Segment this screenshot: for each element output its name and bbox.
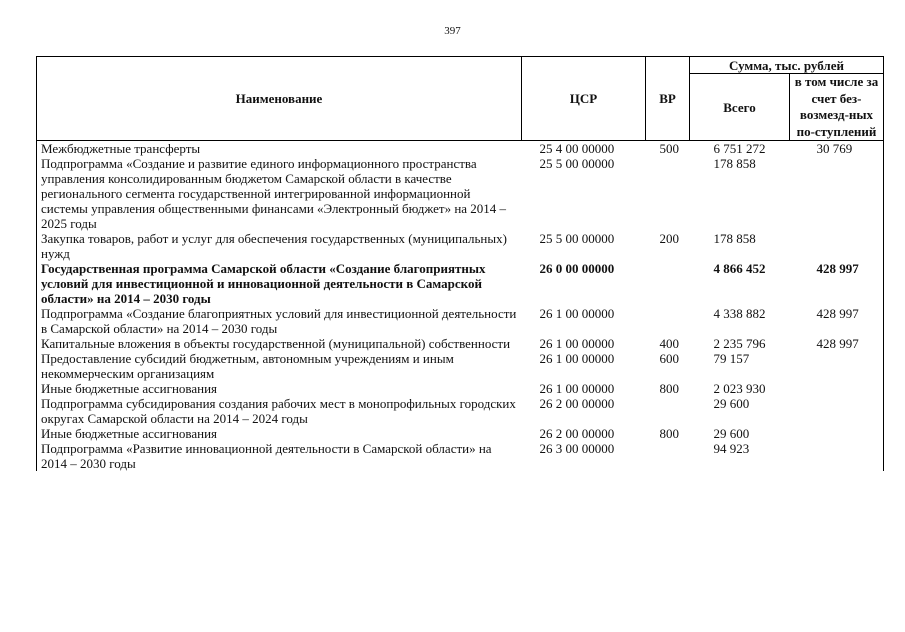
table-row xyxy=(37,381,884,396)
row-csr-cell: 25 4 00 00000 xyxy=(539,141,615,156)
row-vr-cell: 400 xyxy=(659,336,679,351)
row-vr-cell: 800 xyxy=(659,381,679,396)
row-grant-cell: 428 997 xyxy=(816,336,859,351)
row-name-cell: Межбюджетные трансферты xyxy=(41,141,201,156)
row-name-cell: Иные бюджетные ассигнования xyxy=(41,381,218,396)
row-total-cell: 29 600 xyxy=(713,396,750,411)
row-csr-cell: 26 3 00 00000 xyxy=(539,441,615,456)
row-grant-cell xyxy=(790,351,884,381)
table-row xyxy=(37,156,884,231)
budget-table-container xyxy=(36,56,884,471)
row-csr-cell: 26 1 00 00000 xyxy=(539,336,615,351)
row-vr-cell xyxy=(646,396,690,426)
row-vr-cell: 500 xyxy=(659,141,679,156)
table-row xyxy=(37,231,884,261)
row-csr-cell: 25 5 00 00000 xyxy=(539,156,615,171)
row-name-cell: Подпрограмма «Создание и развитие единого информационного пространства управления консолидированным бюджетом Самарской области в качестве регионального сегмента государственной интегрированной информационной системы управления общественными финансами «Электронный бюджет» на 2014 – 2025 годы xyxy=(41,156,507,231)
table-row xyxy=(37,426,884,441)
row-csr-cell: 26 1 00 00000 xyxy=(539,306,615,321)
table-row xyxy=(37,261,884,306)
header-total: Всего xyxy=(690,74,790,141)
header-vr: ВР xyxy=(646,57,690,141)
table-row xyxy=(37,396,884,426)
row-csr-cell: 26 1 00 00000 xyxy=(539,381,615,396)
table-body xyxy=(37,141,884,472)
header-sum-group: Сумма, тыс. рублей xyxy=(690,57,884,74)
row-csr-cell: 26 1 00 00000 xyxy=(539,351,615,366)
row-csr-cell: 26 2 00 00000 xyxy=(539,396,615,411)
row-grant-cell: 428 997 xyxy=(816,261,859,276)
row-grant-cell xyxy=(790,156,884,231)
row-csr-cell: 26 0 00 00000 xyxy=(539,261,615,276)
row-vr-cell: 800 xyxy=(659,426,679,441)
row-grant-cell xyxy=(790,231,884,261)
row-name-cell: Подпрограмма «Развитие инновационной деятельности в Самарской области» на 2014 – 2030 годы xyxy=(41,441,492,471)
table-row xyxy=(37,336,884,351)
row-total-cell: 4 866 452 xyxy=(713,261,766,276)
row-total-cell: 2 023 930 xyxy=(713,381,766,396)
row-vr-cell xyxy=(646,261,690,306)
table-row xyxy=(37,141,884,157)
row-vr-cell xyxy=(646,156,690,231)
header-name: Наименование xyxy=(37,57,522,141)
header-csr: ЦСР xyxy=(522,57,646,141)
row-name-cell: Предоставление субсидий бюджетным, автономным учреждениям и иным некоммерческим организациям xyxy=(41,351,454,381)
row-name-cell: Подпрограмма «Создание благоприятных условий для инвестиционной деятельности в Самарской области» на 2014 – 2030 годы xyxy=(41,306,517,336)
budget-table xyxy=(36,56,884,471)
row-grant-cell: 428 997 xyxy=(816,306,859,321)
row-csr-cell: 26 2 00 00000 xyxy=(539,426,615,441)
row-total-cell: 2 235 796 xyxy=(713,336,766,351)
row-grant-cell: 30 769 xyxy=(816,141,853,156)
row-total-cell: 6 751 272 xyxy=(713,141,766,156)
row-name-cell: Подпрограмма субсидирования создания рабочих мест в монопрофильных городских округах Самарской области на 2014 – 2024 годы xyxy=(41,396,516,426)
row-total-cell: 178 858 xyxy=(713,156,756,171)
row-grant-cell xyxy=(790,426,884,441)
row-total-cell: 178 858 xyxy=(713,231,756,246)
header-grant: в том числе за счет без-возмезд-ных по-ступлений xyxy=(790,74,884,141)
row-grant-cell xyxy=(790,381,884,396)
row-name-cell: Закупка товаров, работ и услуг для обеспечения государственных (муниципальных) нужд xyxy=(41,231,507,261)
row-total-cell: 79 157 xyxy=(713,351,750,366)
row-total-cell: 4 338 882 xyxy=(713,306,766,321)
row-name-cell: Иные бюджетные ассигнования xyxy=(41,426,218,441)
table-row xyxy=(37,351,884,381)
row-csr-cell: 25 5 00 00000 xyxy=(539,231,615,246)
table-row xyxy=(37,306,884,336)
row-name-cell: Капитальные вложения в объекты государственной (муниципальной) собственности xyxy=(41,336,511,351)
row-total-cell: 94 923 xyxy=(713,441,750,456)
row-total-cell: 29 600 xyxy=(713,426,750,441)
table-header xyxy=(37,57,884,141)
row-name-cell: Государственная программа Самарской области «Создание благоприятных условий для инвестиционной и инновационной деятельности в Самарской области» на 2014 – 2030 годы xyxy=(41,261,486,306)
row-vr-cell: 600 xyxy=(659,351,679,366)
row-grant-cell xyxy=(790,441,884,471)
row-vr-cell: 200 xyxy=(659,231,679,246)
row-vr-cell xyxy=(646,441,690,471)
table-row xyxy=(37,441,884,471)
row-grant-cell xyxy=(790,396,884,426)
page-number: 397 xyxy=(444,25,461,37)
row-vr-cell xyxy=(646,306,690,336)
